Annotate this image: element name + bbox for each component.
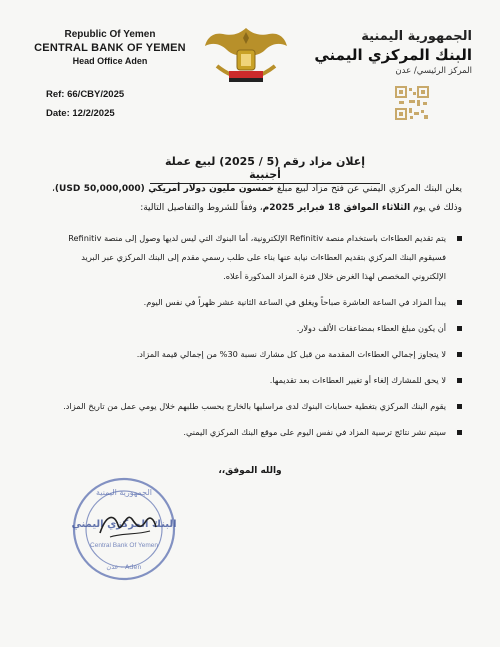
- terms-list: [62, 229, 462, 449]
- announcement-title: إعلان مزاد رقم (5 / 2025) لبيع عملة أجنبية: [150, 155, 380, 184]
- bullet-icon: [457, 300, 462, 305]
- bullet-icon: [457, 352, 462, 357]
- list-item-text: يقوم البنك المركزي بتغطية حسابات البنوك لدى مراسليها بالخارج بحسب طلبهم خلال يومي عمل من تاريخ المزاد.: [63, 401, 446, 411]
- header-en-bank: CENTRAL BANK OF YEMEN: [34, 42, 186, 54]
- list-item-text: يتم تقديم العطاءات باستخدام منصة Refinitiv الإلكترونية، أما البنوك التي ليس لديها وصول إلى منصة Refinitiv فسيقوم البنك المركزي بتقديم العطاءات نيابة عنها بناء على طلب رسمي مقدم إلى البنك المركزي عبر البريد الإلكتروني المخصص لهذا الغرض خلال فترة المزاد المذكورة أعلاه.: [68, 233, 446, 281]
- header-ar-bank: البنك المركزي اليمني: [314, 46, 472, 64]
- bullet-icon: [457, 378, 462, 383]
- intro-text-3: ، وفقاً للشروط والتفاصيل التالية:: [140, 203, 263, 213]
- intro-amount: خمسون مليون دولار أمريكي (USD 50,000,000): [54, 184, 274, 194]
- signature-icon: [96, 505, 160, 545]
- header-en-office: Head Office Aden: [72, 56, 148, 66]
- stamp-ar-mid: البنك المركزي اليمني: [71, 519, 177, 530]
- header-en: [30, 28, 190, 67]
- list-item: [62, 229, 462, 286]
- list-item: [62, 319, 462, 338]
- list-item-text: أن يكون مبلغ العطاء بمضاعفات الألف دولار.: [296, 323, 446, 333]
- bullet-icon: [457, 430, 462, 435]
- qr-code-icon: [395, 86, 429, 120]
- stamp-city: عدن - Aden: [106, 563, 142, 571]
- reference-number: Ref: 66/CBY/2025: [46, 89, 125, 100]
- announcement-intro: [52, 180, 462, 218]
- stamp-en: Central Bank Of Yemen: [90, 542, 158, 549]
- closing-phrase: والله الموفق،،: [218, 466, 282, 476]
- yemen-emblem-icon: [203, 24, 289, 86]
- list-item-text: لا يحق للمشارك إلغاء أو تغيير العطاءات بعد تقديمها.: [269, 375, 446, 385]
- intro-day: الثلاثاء الموافق 18 فبراير 2025م: [262, 203, 411, 213]
- list-item: [62, 371, 462, 390]
- list-item: [62, 397, 462, 416]
- bullet-icon: [457, 404, 462, 409]
- list-item-text: لا يتجاوز إجمالي العطاءات المقدمة من قبل كل مشارك نسبة 30% من إجمالي قيمة المزاد.: [136, 349, 446, 359]
- list-item-text: يبدأ المزاد في الساعة العاشرة صباحاً ويغلق في الساعة الثانية عشر ظهراً في نفس اليوم.: [143, 297, 446, 307]
- list-item: [62, 345, 462, 364]
- document-date: Date: 12/2/2025: [46, 108, 115, 119]
- intro-text-1: يعلن البنك المركزي اليمني عن فتح مزاد لبيع مبلغ: [273, 184, 462, 194]
- bullet-icon: [457, 326, 462, 331]
- list-item: [62, 423, 462, 442]
- header-ar-country: الجمهورية اليمنية: [361, 29, 472, 44]
- list-item: [62, 293, 462, 312]
- intro-text-2: ، وذلك في يوم: [52, 184, 462, 213]
- stamp-ar-top: الجمهورية اليمنية: [95, 488, 153, 497]
- bullet-icon: [457, 236, 462, 241]
- header-en-country: Republic Of Yemen: [64, 29, 156, 40]
- header-ar-office: المركز الرئيسي/ عدن: [395, 66, 472, 76]
- list-item-text: سيتم نشر نتائج ترسية المزاد في نفس اليوم على موقع البنك المركزي اليمني.: [183, 427, 446, 437]
- header-ar: [302, 28, 472, 77]
